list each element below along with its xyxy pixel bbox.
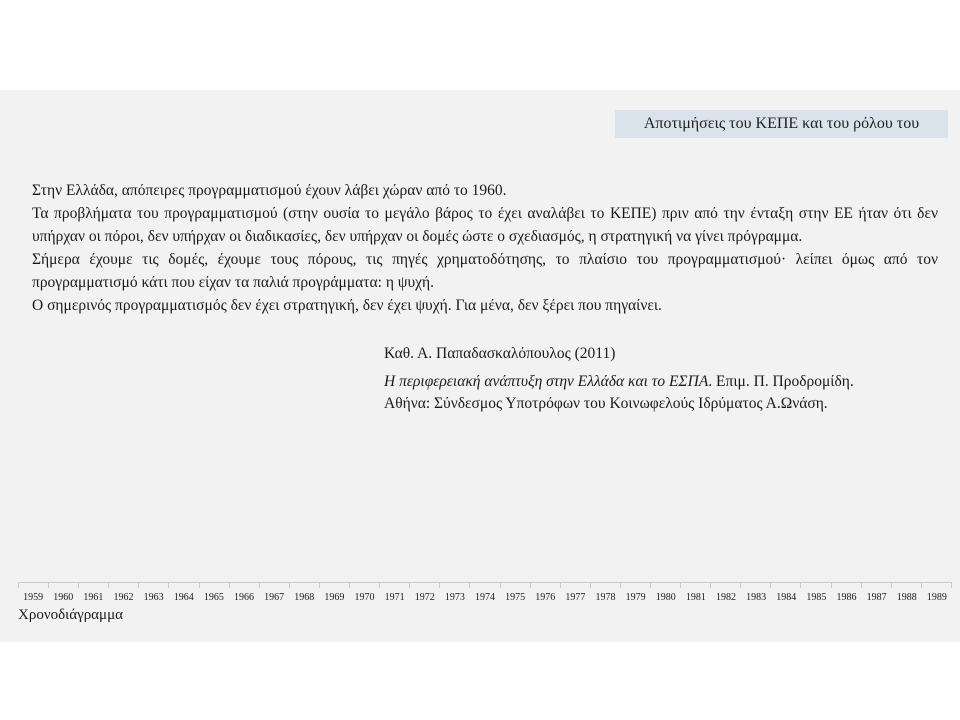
timeline-year: 1959 bbox=[23, 592, 44, 603]
timeline-tick bbox=[650, 582, 680, 588]
timeline-year: 1979 bbox=[625, 592, 646, 603]
timeline-tick bbox=[921, 582, 952, 588]
paragraph-2: Τα προβλήματα του προγραμματισμού (στην ουσία το μεγάλο βάρος το έχει αναλάβει το ΚΕΠΕ) πριν από την ένταξη στην ΕΕ ήταν ότι δεν υπήρχαν οι πόροι, δεν υπήρχαν οι διαδικασίες, δεν υπήρχαν οι δομές ώστε ο σχεδιασμός, η στρατηγική να γίνει πρόγραμμα. bbox=[32, 205, 938, 245]
slide-title-badge: Αποτιμήσεις του ΚΕΠΕ και του ρόλου του bbox=[615, 110, 948, 138]
timeline-ticks bbox=[18, 582, 952, 588]
timeline-tick bbox=[319, 582, 349, 588]
timeline-tick bbox=[680, 582, 710, 588]
timeline-tick bbox=[18, 582, 48, 588]
timeline-tick bbox=[831, 582, 861, 588]
timeline-year: 1972 bbox=[414, 592, 435, 603]
timeline-year: 1975 bbox=[505, 592, 526, 603]
timeline-year: 1976 bbox=[535, 592, 556, 603]
timeline-tick bbox=[891, 582, 921, 588]
quote-text bbox=[32, 179, 938, 317]
timeline-tick bbox=[349, 582, 379, 588]
timeline-tick bbox=[199, 582, 229, 588]
timeline-year: 1980 bbox=[655, 592, 676, 603]
paragraph-3: Σήμερα έχουμε τις δομές, έχουμε τους πόρους, τις πηγές χρηματοδότησης, το πλαίσιο του προγραμματισμού· λείπει όμως από τον προγραμματισμό κάτι που είχαν τα παλιά προγράμματα: η ψυχή. bbox=[32, 251, 938, 291]
citation-title: Η περιφερειακή ανάπτυξη στην Ελλάδα και το ΕΣΠΑ bbox=[384, 373, 709, 390]
timeline-tick bbox=[530, 582, 560, 588]
timeline-tick bbox=[108, 582, 138, 588]
timeline-tick bbox=[500, 582, 530, 588]
timeline-year: 1965 bbox=[203, 592, 224, 603]
citation-author: Καθ. Α. Παπαδασκαλόπουλος (2011) bbox=[384, 345, 616, 362]
slide bbox=[0, 90, 960, 642]
timeline-tick bbox=[379, 582, 409, 588]
timeline-tick bbox=[48, 582, 78, 588]
timeline-year: 1962 bbox=[113, 592, 134, 603]
timeline-tick bbox=[138, 582, 168, 588]
timeline-year: 1961 bbox=[83, 592, 104, 603]
timeline-tick bbox=[620, 582, 650, 588]
timeline-year: 1989 bbox=[926, 592, 947, 603]
paragraph-4: Ο σημερινός προγραμματισμός δεν έχει στρατηγική, δεν έχει ψυχή. Για μένα, δεν ξέρει που πηγαίνει. bbox=[32, 297, 662, 314]
timeline-year: 1967 bbox=[264, 592, 285, 603]
timeline-year: 1982 bbox=[715, 592, 736, 603]
timeline-tick bbox=[168, 582, 198, 588]
timeline-year: 1986 bbox=[836, 592, 857, 603]
timeline-tick bbox=[740, 582, 770, 588]
timeline-year: 1981 bbox=[685, 592, 706, 603]
timeline-year: 1983 bbox=[746, 592, 767, 603]
timeline-label: Χρονοδιάγραμμα bbox=[18, 607, 123, 623]
paragraph-1: Στην Ελλάδα, απόπειρες προγραμματισμού έχουν λάβει χώραν από το 1960. bbox=[32, 182, 507, 199]
timeline-tick bbox=[469, 582, 499, 588]
citation-editor: . Επιμ. Π. Προδρομίδη. bbox=[708, 373, 854, 390]
timeline-tick bbox=[78, 582, 108, 588]
timeline-year: 1963 bbox=[143, 592, 164, 603]
timeline-tick bbox=[560, 582, 590, 588]
timeline-tick bbox=[590, 582, 620, 588]
timeline-year: 1973 bbox=[444, 592, 465, 603]
timeline-year: 1984 bbox=[776, 592, 797, 603]
timeline-tick bbox=[439, 582, 469, 588]
timeline-tick bbox=[710, 582, 740, 588]
timeline-year: 1978 bbox=[595, 592, 616, 603]
timeline-years bbox=[18, 592, 952, 603]
timeline-year: 1960 bbox=[53, 592, 74, 603]
citation-publisher: Αθήνα: Σύνδεσμος Υποτρόφων του Κοινωφελούς Ιδρύματος Α.Ωνάση. bbox=[384, 395, 828, 412]
timeline-tick bbox=[409, 582, 439, 588]
timeline-year: 1966 bbox=[233, 592, 254, 603]
timeline-year: 1970 bbox=[354, 592, 375, 603]
citation bbox=[384, 343, 944, 415]
timeline-year: 1974 bbox=[474, 592, 495, 603]
timeline-year: 1968 bbox=[294, 592, 315, 603]
timeline-tick bbox=[861, 582, 891, 588]
timeline bbox=[18, 582, 952, 622]
timeline-year: 1985 bbox=[806, 592, 827, 603]
timeline-tick bbox=[770, 582, 800, 588]
timeline-year: 1971 bbox=[384, 592, 405, 603]
timeline-year: 1964 bbox=[173, 592, 194, 603]
timeline-tick bbox=[259, 582, 289, 588]
timeline-year: 1977 bbox=[565, 592, 586, 603]
timeline-year: 1969 bbox=[324, 592, 345, 603]
timeline-tick bbox=[229, 582, 259, 588]
timeline-year: 1987 bbox=[866, 592, 887, 603]
timeline-tick bbox=[800, 582, 830, 588]
timeline-tick bbox=[289, 582, 319, 588]
timeline-year: 1988 bbox=[896, 592, 917, 603]
citation-reference bbox=[384, 371, 944, 393]
